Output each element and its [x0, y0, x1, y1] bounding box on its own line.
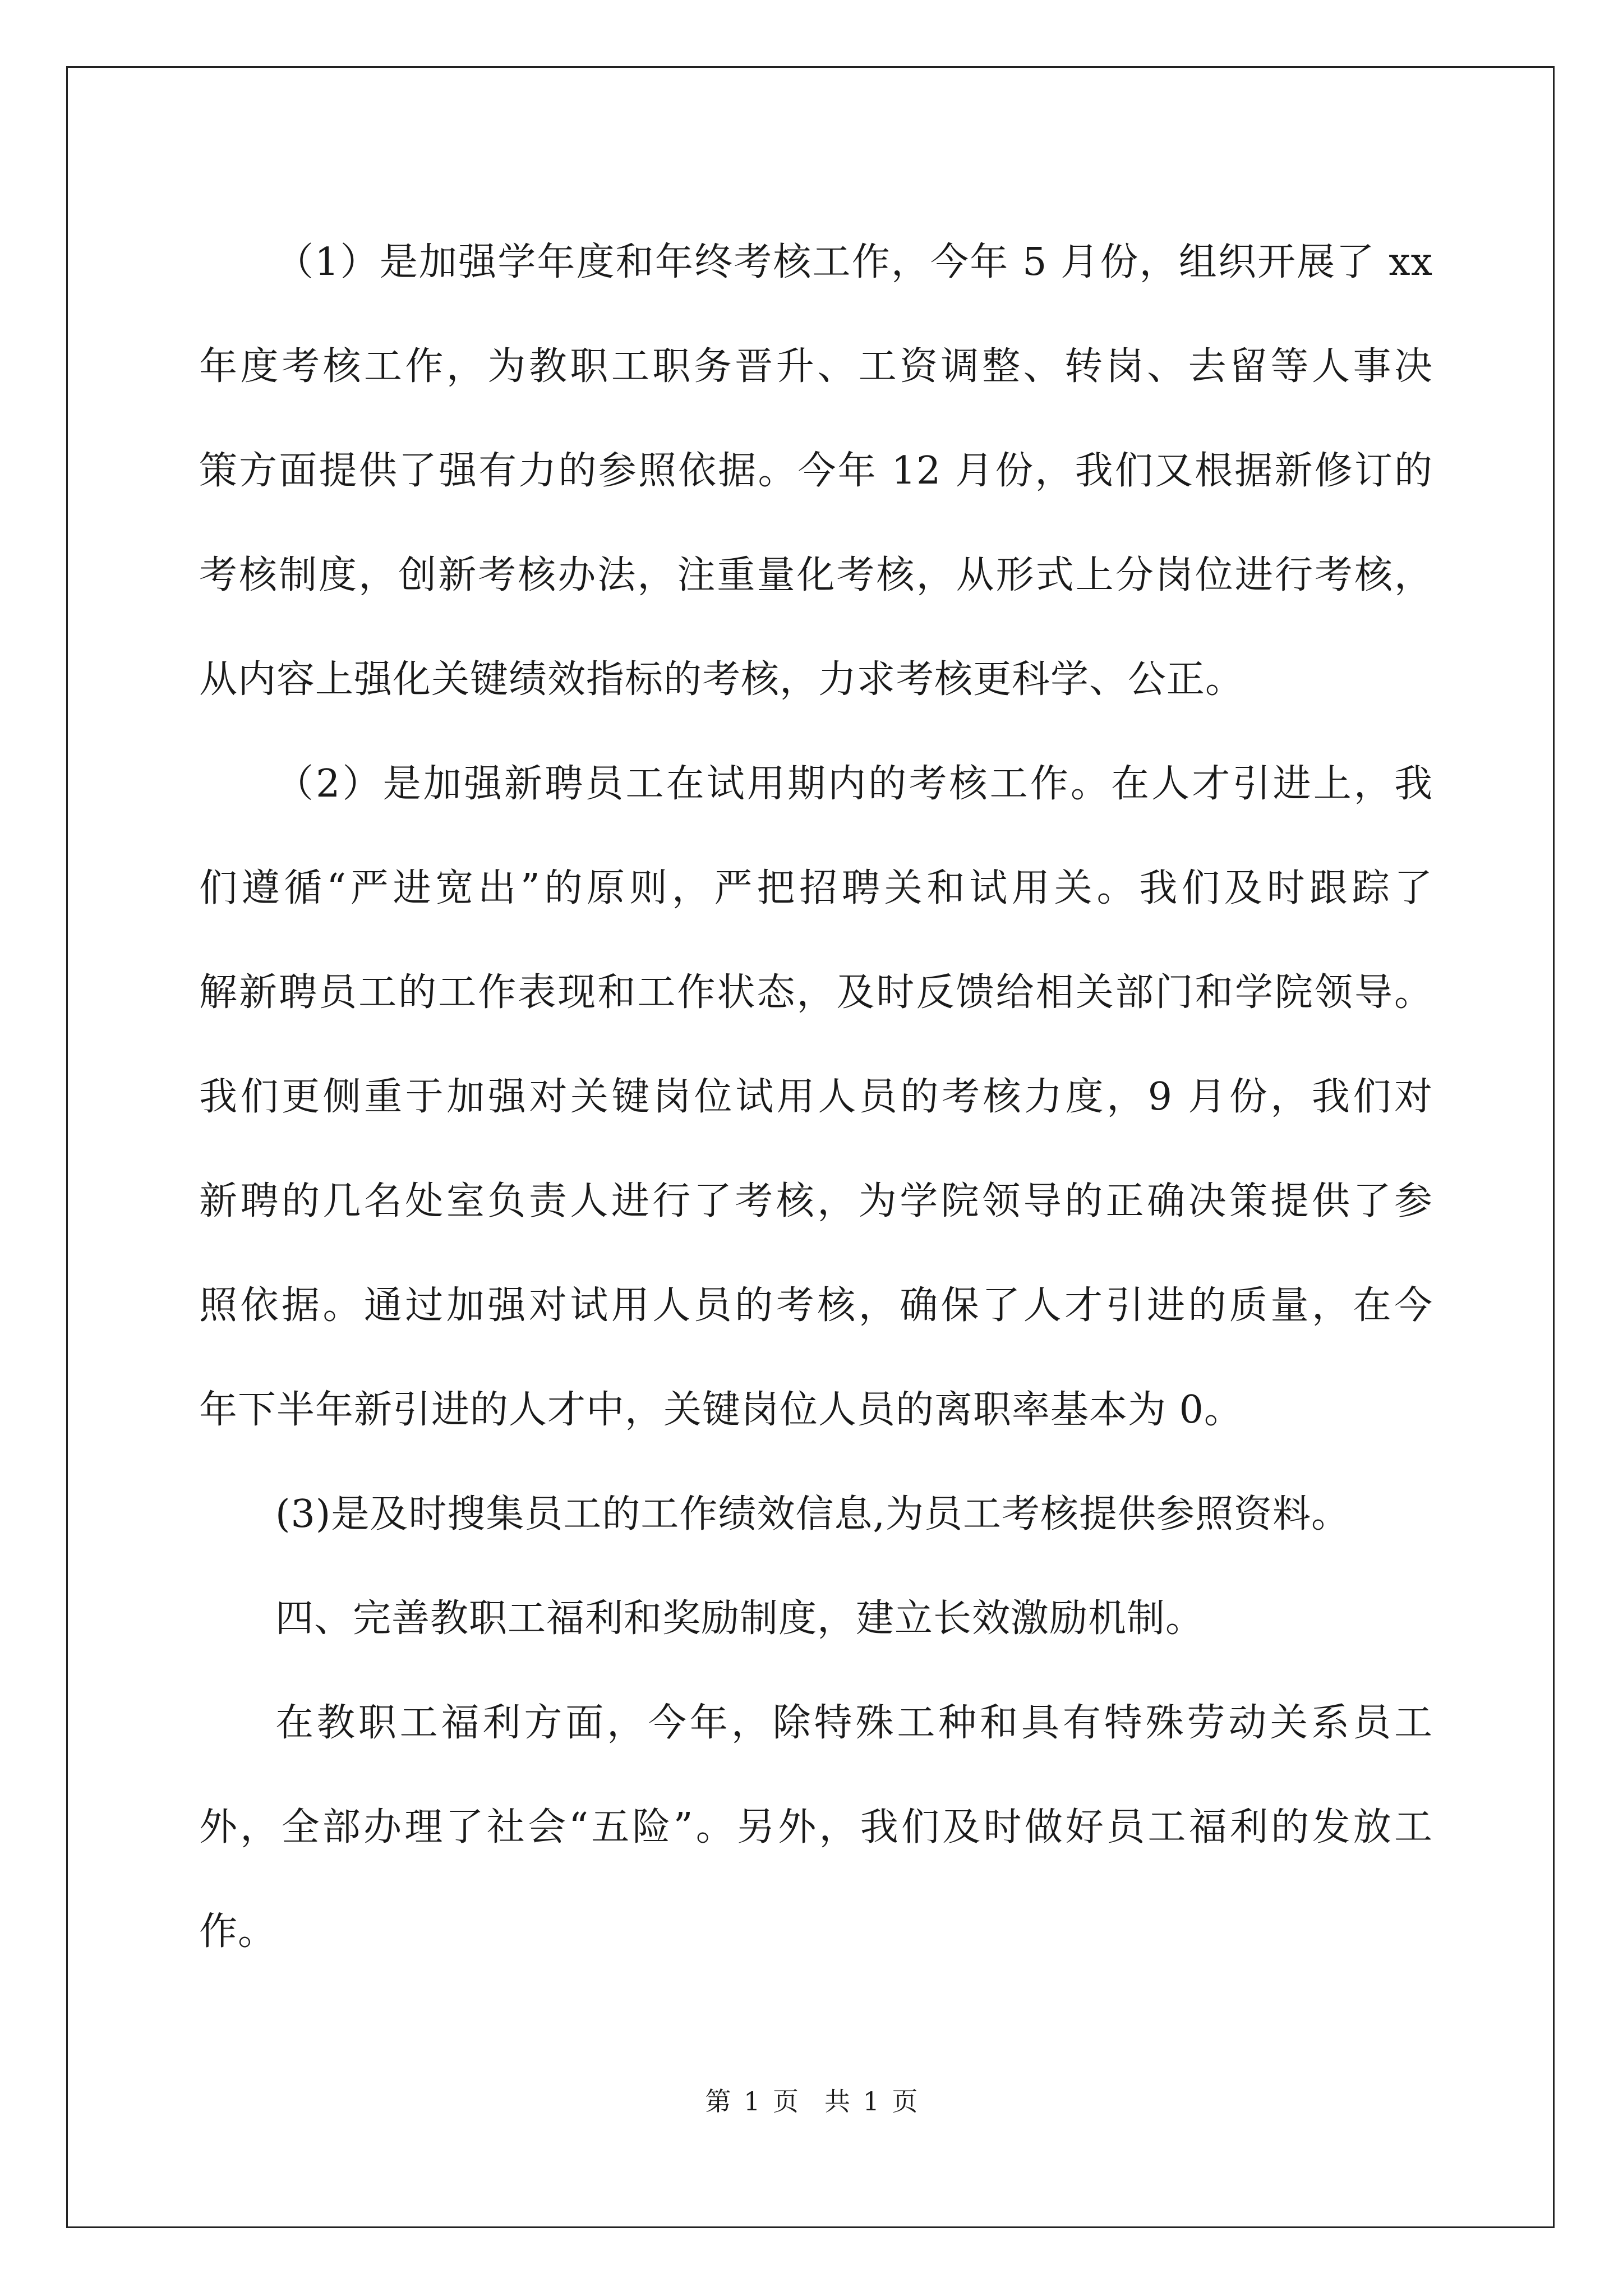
document-body [199, 210, 1433, 1984]
text-line: 年下半年新引进的人才中，关键岗位人员的离职率基本为 0。 [199, 1388, 1243, 1432]
text-line: 作。 [199, 1910, 277, 1954]
text-line: （1）是加强学年度和年终考核工作，今年 5 月份，组织开展了 xx [275, 240, 1433, 284]
text-line: 解新聘员工的工作表现和工作状态，及时反馈给相关部门和学院领导。 [199, 970, 1433, 1015]
text-line: (3)是及时搜集员工的工作绩效信息,为员工考核提供参照资料。 [275, 1492, 1350, 1536]
text-line: 从内容上强化关键绩效指标的考核，力求考核更科学、公正。 [199, 657, 1244, 702]
text-line: 外，全部办理了社会“五险”。另外，我们及时做好员工福利的发放工 [199, 1805, 1433, 1849]
text-line: 在教职工福利方面，今年，除特殊工种和具有特殊劳动关系员工 [275, 1701, 1433, 1745]
page-footer: 第 1 页 共 1 页 [705, 2086, 918, 2116]
text-line: 照依据。通过加强对试用人员的考核，确保了人才引进的质量，在今 [199, 1283, 1433, 1328]
text-line: 考核制度，创新考核办法，注重量化考核，从形式上分岗位进行考核， [199, 553, 1433, 597]
section-heading: 四、完善教职工福利和奖励制度，建立长效激励机制。 [275, 1596, 1205, 1641]
text-line: 我们更侧重于加强对关键岗位试用人员的考核力度，9 月份，我们对 [199, 1075, 1433, 1119]
text-line: 策方面提供了强有力的参照依据。今年 12 月份，我们又根据新修订的 [199, 449, 1433, 493]
text-line: 们遵循“严进宽出”的原则，严把招聘关和试用关。我们及时跟踪了 [199, 866, 1433, 910]
text-line: 年度考核工作，为教职工职务晋升、工资调整、转岗、去留等人事决 [199, 344, 1433, 389]
text-line: 新聘的几名处室负责人进行了考核，为学院领导的正确决策提供了参 [199, 1179, 1433, 1223]
text-line: （2）是加强新聘员工在试用期内的考核工作。在人才引进上，我 [275, 762, 1433, 806]
